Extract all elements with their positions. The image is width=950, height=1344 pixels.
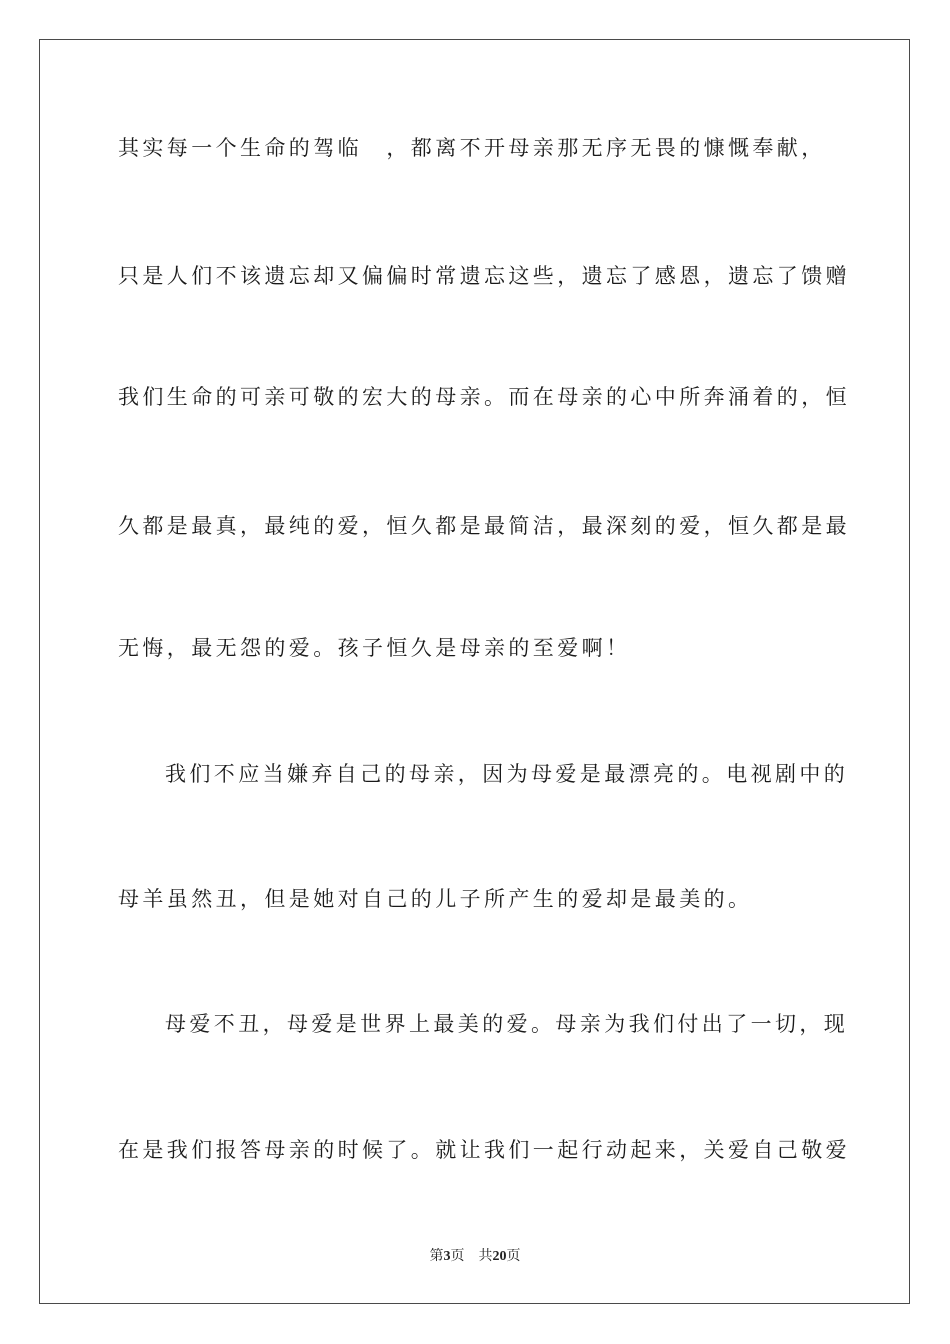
text-line: 久都是最真，最纯的爱，恒久都是最简洁，最深刻的爱，恒久都是最: [118, 514, 850, 538]
page-number: 3: [443, 1249, 451, 1264]
text-line: 在是我们报答母亲的时候了。就让我们一起行动起来，关爱自己敬爱: [118, 1138, 850, 1162]
page-prefix: 第: [429, 1249, 444, 1264]
text-line: 其实每一个生命的驾临 ，都离不开母亲那无序无畏的慷慨奉献，: [118, 136, 826, 160]
text-line: 只是人们不该遗忘却又偏偏时常遗忘这些，遗忘了感恩，遗忘了馈赠: [118, 264, 850, 288]
page-suffix: 页: [450, 1249, 465, 1264]
text-line: 无悔，最无怨的爱。孩子恒久是母亲的至爱啊！: [118, 636, 631, 660]
paragraph-first-line: 母爱不丑，母爱是世界上最美的爱。母亲为我们付出了一切，现: [165, 1012, 849, 1036]
text-line: 我们生命的可亲可敬的宏大的母亲。而在母亲的心中所奔涌着的，恒: [118, 385, 850, 409]
total-prefix: 共: [478, 1249, 493, 1264]
page-footer: [0, 1248, 950, 1266]
page-border: [39, 39, 910, 1304]
total-suffix: 页: [506, 1249, 521, 1264]
total-pages: 20: [492, 1249, 507, 1264]
text-line: 母羊虽然丑，但是她对自己的儿子所产生的爱却是最美的。: [118, 887, 753, 911]
paragraph-first-line: 我们不应当嫌弃自己的母亲，因为母爱是最漂亮的。电视剧中的: [165, 762, 849, 786]
